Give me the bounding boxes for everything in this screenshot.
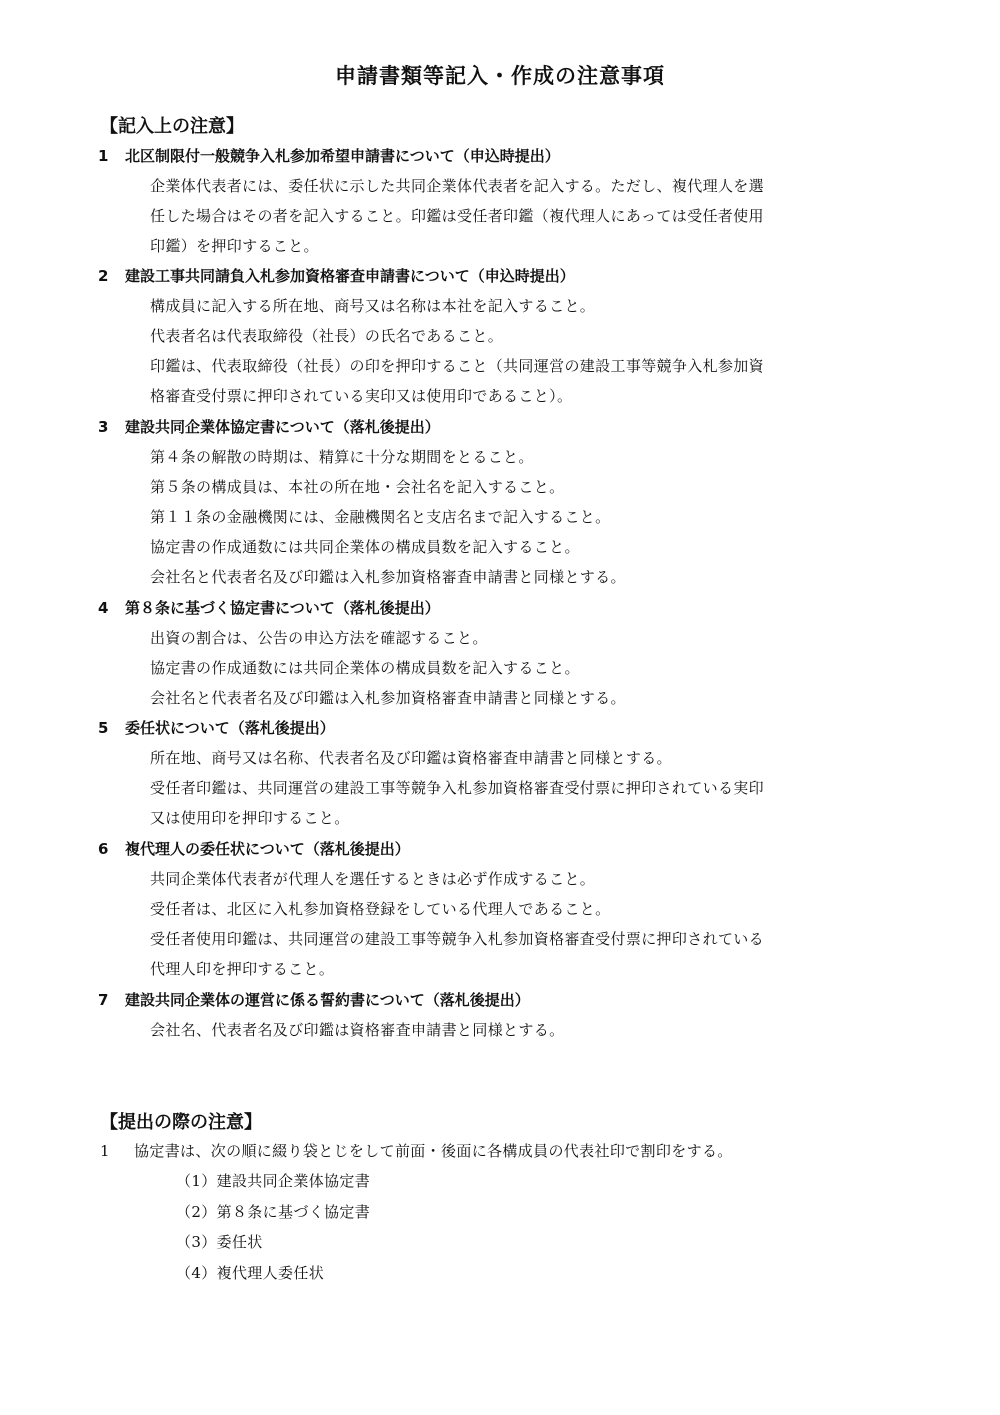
item-body-line: 受任者は、北区に入札参加資格登録をしている代理人であること。 — [150, 900, 611, 918]
item-heading-text: 建設共同企業体協定書について（落札後提出） — [125, 418, 440, 436]
item-body-line: 第５条の構成員は、本社の所在地・会社名を記入すること。 — [150, 478, 565, 496]
submission-item — [100, 1140, 733, 1161]
item-heading-text: 建設工事共同請負入札参加資格審査申請書について（申込時提出） — [125, 267, 575, 285]
item-number: 4 — [98, 599, 109, 617]
item-heading — [98, 265, 575, 286]
item-body-line: 会社名と代表者名及び印鑑は入札参加資格審査申請書と同様とする。 — [150, 568, 626, 586]
submission-item-text: 協定書は、次の順に綴り袋とじをして前面・後面に各構成員の代表社印で割印をする。 — [134, 1142, 733, 1160]
item-number: 1 — [100, 1142, 110, 1160]
section-heading-submission-notes: 【提出の際の注意】 — [100, 1112, 262, 1133]
item-body-line: 格審査受付票に押印されている実印又は使用印であること）。 — [150, 387, 573, 405]
item-heading-text: 北区制限付一般競争入札参加希望申請書について（申込時提出） — [125, 147, 560, 165]
item-body-line: 協定書の作成通数には共同企業体の構成員数を記入すること。 — [150, 538, 580, 556]
item-number: 2 — [98, 267, 109, 285]
bind-order-list-item: （1）建設共同企業体協定書 — [176, 1172, 371, 1190]
item-body-line: 企業体代表者には、委任状に示した共同企業体代表者を記入する。ただし、複代理人を選 — [150, 177, 765, 195]
section-heading-entry-notes: 【記入上の注意】 — [100, 116, 244, 137]
item-body-line: 第４条の解散の時期は、精算に十分な期間をとること。 — [150, 448, 534, 466]
item-body-line: 又は使用印を押印すること。 — [150, 809, 350, 827]
item-number: 3 — [98, 418, 109, 436]
item-body-line: 所在地、商号又は名称、代表者名及び印鑑は資格審査申請書と同様とする。 — [150, 749, 672, 767]
item-body-line: 協定書の作成通数には共同企業体の構成員数を記入すること。 — [150, 659, 580, 677]
item-number: 6 — [98, 840, 109, 858]
item-heading — [98, 597, 440, 618]
item-heading-text: 委任状について（落札後提出） — [125, 719, 335, 737]
item-body-line: 任した場合はその者を記入すること。印鑑は受任者印鑑（複代理人にあっては受任者使用 — [150, 207, 764, 225]
item-heading — [98, 989, 530, 1010]
bind-order-list-item: （3）委任状 — [176, 1233, 263, 1251]
bind-order-list-item: （2）第８条に基づく協定書 — [176, 1203, 371, 1221]
item-number: 7 — [98, 991, 109, 1009]
item-body-line: 会社名、代表者名及び印鑑は資格審査申請書と同様とする。 — [150, 1021, 565, 1039]
item-body-line: 印鑑は、代表取締役（社長）の印を押印すること（共同運営の建設工事等競争入札参加資 — [150, 357, 765, 375]
item-body-line: 出資の割合は、公告の申込方法を確認すること。 — [150, 629, 488, 647]
item-body-line: 構成員に記入する所在地、商号又は名称は本社を記入すること。 — [150, 297, 596, 315]
item-body-line: 会社名と代表者名及び印鑑は入札参加資格審査申請書と同様とする。 — [150, 689, 626, 707]
bind-order-list-item: （4）複代理人委任状 — [176, 1264, 325, 1282]
item-heading-text: 建設共同企業体の運営に係る誓約書について（落札後提出） — [125, 991, 530, 1009]
item-body-line: 共同企業体代表者が代理人を選任するときは必ず作成すること。 — [150, 870, 596, 888]
item-body-line: 第１１条の金融機関には、金融機関名と支店名まで記入すること。 — [150, 508, 611, 526]
item-number: 5 — [98, 719, 109, 737]
item-body-line: 代理人印を押印すること。 — [150, 960, 335, 978]
item-number: 1 — [98, 147, 109, 165]
item-heading — [98, 416, 440, 437]
item-heading-text: 複代理人の委任状について（落札後提出） — [125, 840, 410, 858]
item-heading — [98, 838, 410, 859]
item-heading — [98, 145, 560, 166]
page-title: 申請書類等記入・作成の注意事項 — [335, 64, 665, 88]
item-heading — [98, 717, 335, 738]
item-body-line: 受任者印鑑は、共同運営の建設工事等競争入札参加資格審査受付票に押印されている実印 — [150, 779, 765, 797]
item-heading-text: 第８条に基づく協定書について（落札後提出） — [125, 599, 440, 617]
item-body-line: 印鑑）を押印すること。 — [150, 237, 319, 255]
item-body-line: 代表者名は代表取締役（社長）の氏名であること。 — [150, 327, 504, 345]
item-body-line: 受任者使用印鑑は、共同運営の建設工事等競争入札参加資格審査受付票に押印されている — [150, 930, 765, 948]
